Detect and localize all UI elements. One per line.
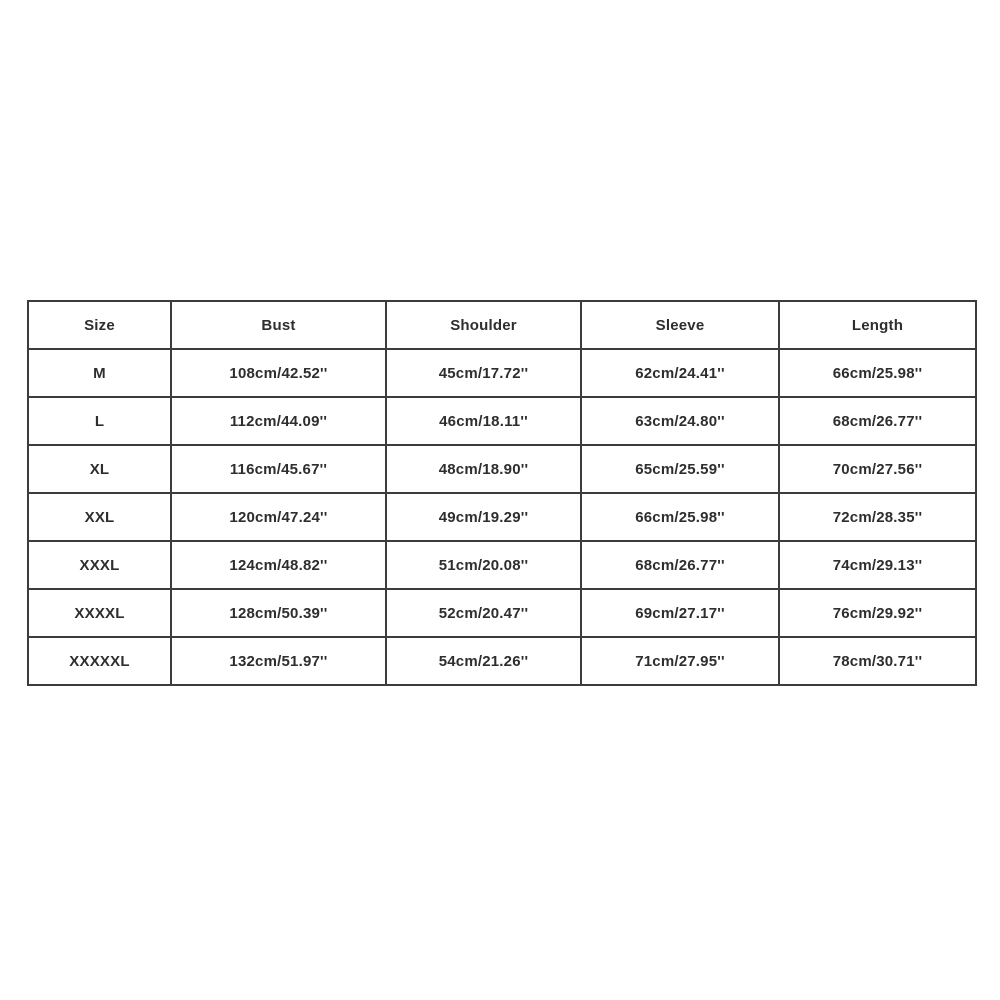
column-header-sleeve: Sleeve bbox=[581, 301, 779, 349]
sleeve-cell: 63cm/24.80'' bbox=[581, 397, 779, 445]
shoulder-cell: 54cm/21.26'' bbox=[386, 637, 581, 685]
shoulder-cell: 49cm/19.29'' bbox=[386, 493, 581, 541]
shoulder-cell: 48cm/18.90'' bbox=[386, 445, 581, 493]
size-cell: L bbox=[28, 397, 171, 445]
length-cell: 66cm/25.98'' bbox=[779, 349, 976, 397]
size-cell: XL bbox=[28, 445, 171, 493]
sleeve-cell: 62cm/24.41'' bbox=[581, 349, 779, 397]
table-body bbox=[28, 349, 976, 685]
length-cell: 78cm/30.71'' bbox=[779, 637, 976, 685]
column-header-size: Size bbox=[28, 301, 171, 349]
length-cell: 72cm/28.35'' bbox=[779, 493, 976, 541]
shoulder-cell: 51cm/20.08'' bbox=[386, 541, 581, 589]
length-cell: 74cm/29.13'' bbox=[779, 541, 976, 589]
shoulder-cell: 46cm/18.11'' bbox=[386, 397, 581, 445]
table-row bbox=[28, 397, 976, 445]
sleeve-cell: 68cm/26.77'' bbox=[581, 541, 779, 589]
sleeve-cell: 69cm/27.17'' bbox=[581, 589, 779, 637]
table-row bbox=[28, 493, 976, 541]
shoulder-cell: 52cm/20.47'' bbox=[386, 589, 581, 637]
header-row bbox=[28, 301, 976, 349]
shoulder-cell: 45cm/17.72'' bbox=[386, 349, 581, 397]
size-cell: XXL bbox=[28, 493, 171, 541]
bust-cell: 120cm/47.24'' bbox=[171, 493, 386, 541]
table-row bbox=[28, 445, 976, 493]
sleeve-cell: 71cm/27.95'' bbox=[581, 637, 779, 685]
bust-cell: 112cm/44.09'' bbox=[171, 397, 386, 445]
sleeve-cell: 65cm/25.59'' bbox=[581, 445, 779, 493]
length-cell: 76cm/29.92'' bbox=[779, 589, 976, 637]
table-row bbox=[28, 541, 976, 589]
size-cell: XXXXXL bbox=[28, 637, 171, 685]
table-row bbox=[28, 589, 976, 637]
size-cell: XXXXL bbox=[28, 589, 171, 637]
column-header-bust: Bust bbox=[171, 301, 386, 349]
size-chart-container bbox=[27, 300, 975, 686]
bust-cell: 132cm/51.97'' bbox=[171, 637, 386, 685]
size-cell: XXXL bbox=[28, 541, 171, 589]
sleeve-cell: 66cm/25.98'' bbox=[581, 493, 779, 541]
length-cell: 68cm/26.77'' bbox=[779, 397, 976, 445]
bust-cell: 108cm/42.52'' bbox=[171, 349, 386, 397]
size-chart-table bbox=[27, 300, 977, 686]
bust-cell: 116cm/45.67'' bbox=[171, 445, 386, 493]
size-cell: M bbox=[28, 349, 171, 397]
table-row bbox=[28, 637, 976, 685]
column-header-shoulder: Shoulder bbox=[386, 301, 581, 349]
table-row bbox=[28, 349, 976, 397]
bust-cell: 124cm/48.82'' bbox=[171, 541, 386, 589]
length-cell: 70cm/27.56'' bbox=[779, 445, 976, 493]
bust-cell: 128cm/50.39'' bbox=[171, 589, 386, 637]
column-header-length: Length bbox=[779, 301, 976, 349]
